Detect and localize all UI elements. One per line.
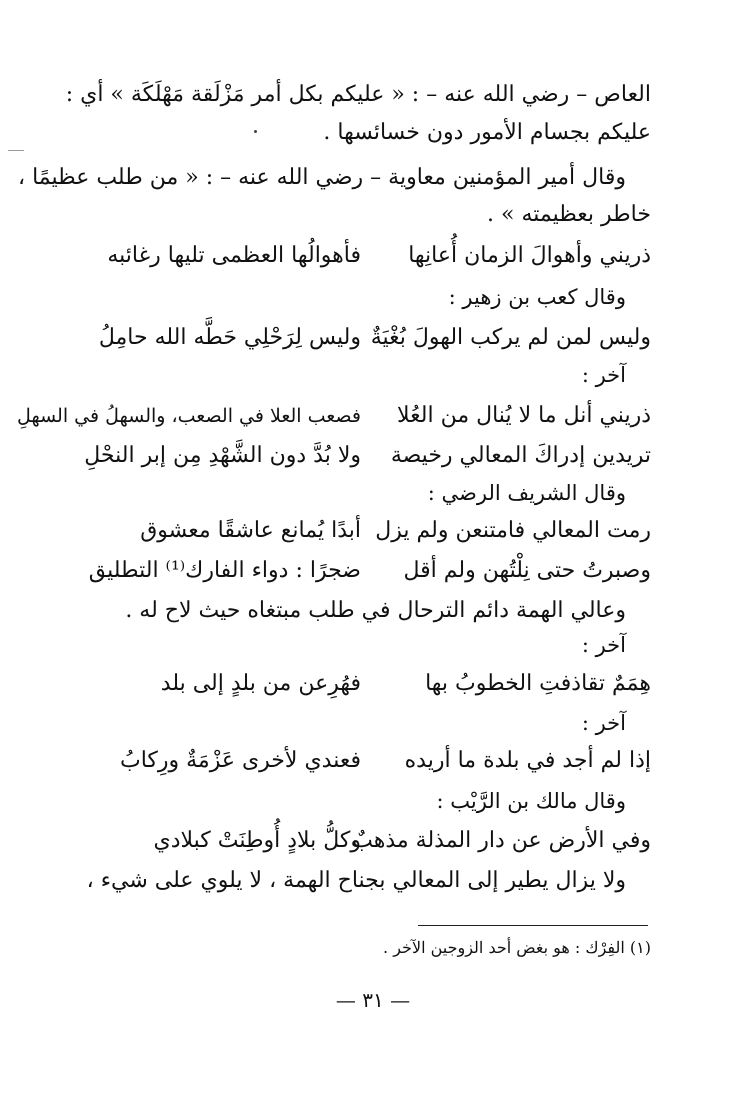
margin-mark [8,150,24,151]
text-line-himma: وعالي الهمة دائم الترحال في طلب مبتغاه حيث لاح له . [125,598,626,623]
verse-8-first-hemistich: إذا لم أجد في بلدة ما أريده [404,748,651,773]
verse-1 [91,240,651,272]
label-malik-bin-rayb: وقال مالك بن الرَّيْب : [436,789,626,813]
verse-2-first-hemistich: وليس لمن لم يركب الهولَ بُغْيَةٌ [370,325,651,350]
label-akhar-2: آخر : [581,633,626,657]
text-line-1: العاص – رضي الله عنه – : « عليكم بكل أمر مَزْلَقة مَهْلَكَة » أي : [65,82,651,107]
verse-7 [91,668,651,700]
footnote-divider [418,925,648,926]
verse-9-first-hemistich: وفي الأرض عن دار المذلة مذهبٌ [352,828,651,853]
text-line-last: ولا يزال يطير إلى المعالي بجناح الهمة ، لا يلوي على شيء ، [86,868,626,893]
verse-6 [88,555,651,587]
verse-4-first-hemistich: تريدين إدراكَ المعالي رخيصة [390,443,651,468]
label-kaab-bin-zuhayr: وقال كعب بن زهير : [448,285,626,309]
verse-7-second-hemistich: فهُرِعن من بلدٍ إلى بلد [160,671,361,696]
text-line-4: خاطر بعظيمته » . [487,202,651,227]
verse-7-first-hemistich: هِمَمٌ تقاذفتِ الخطوبُ بها [425,671,651,696]
verse-2-second-hemistich: وليس لِرَحْلِي حَطَّه الله حامِلُ [98,325,361,350]
footnote: (١) الفِرْك : هو بغض أحد الزوجين الآخر . [383,938,651,957]
verse-8-second-hemistich: فعندي لأخرى عَزْمَةٌ ورِكابُ [119,748,361,773]
verse-4 [84,440,651,472]
verse-8 [91,745,651,777]
verse-5-second-hemistich: أبدًا يُمانع عاشقًا معشوق [140,518,361,543]
verse-9-second-hemistich: وكلُّ بلادٍ أُوطِنَتْ كبلادي [153,828,361,853]
text-line-3: وقال أمير المؤمنين معاوية – رضي الله عنه – : « من طلب عظيمًا ، [18,165,626,190]
verse-6-first-hemistich: وصبرتُ حتى نِلْتُهن ولم أقل [403,558,651,583]
verse-3 [16,400,651,432]
verse-5 [91,515,651,547]
page-number: — ٣١ — [335,988,411,1012]
verse-5-first-hemistich: رمت المعالي فامتنعن ولم يزل [375,518,651,543]
verse-1-second-hemistich: فأهوالُها العظمى تليها رغائبه [107,243,361,268]
label-akhar-1: آخر : [581,363,626,387]
verse-6-second-hemistich: ضجرًا : دواء الفارك⁽¹⁾ التطليق [88,558,361,583]
verse-3-first-hemistich: ذريني أنل ما لا يُنال من العُلا [397,403,651,428]
text-line-2: عليكم بجسام الأمور دون خسائسها . [323,120,651,145]
ink-dot [254,130,257,133]
verse-4-second-hemistich: ولا بُدَّ دون الشَّهْدِ مِن إبر النحْلِ [84,443,361,468]
verse-2 [91,322,651,354]
verse-9 [91,825,651,857]
label-akhar-3: آخر : [581,711,626,735]
verse-1-first-hemistich: ذريني وأهوالَ الزمان أُعانِها [408,243,651,268]
label-sharif-radi: وقال الشريف الرضي : [427,481,626,505]
verse-3-second-hemistich: فصعب العلا في الصعب، والسهلُ في السهلِ [16,405,361,427]
